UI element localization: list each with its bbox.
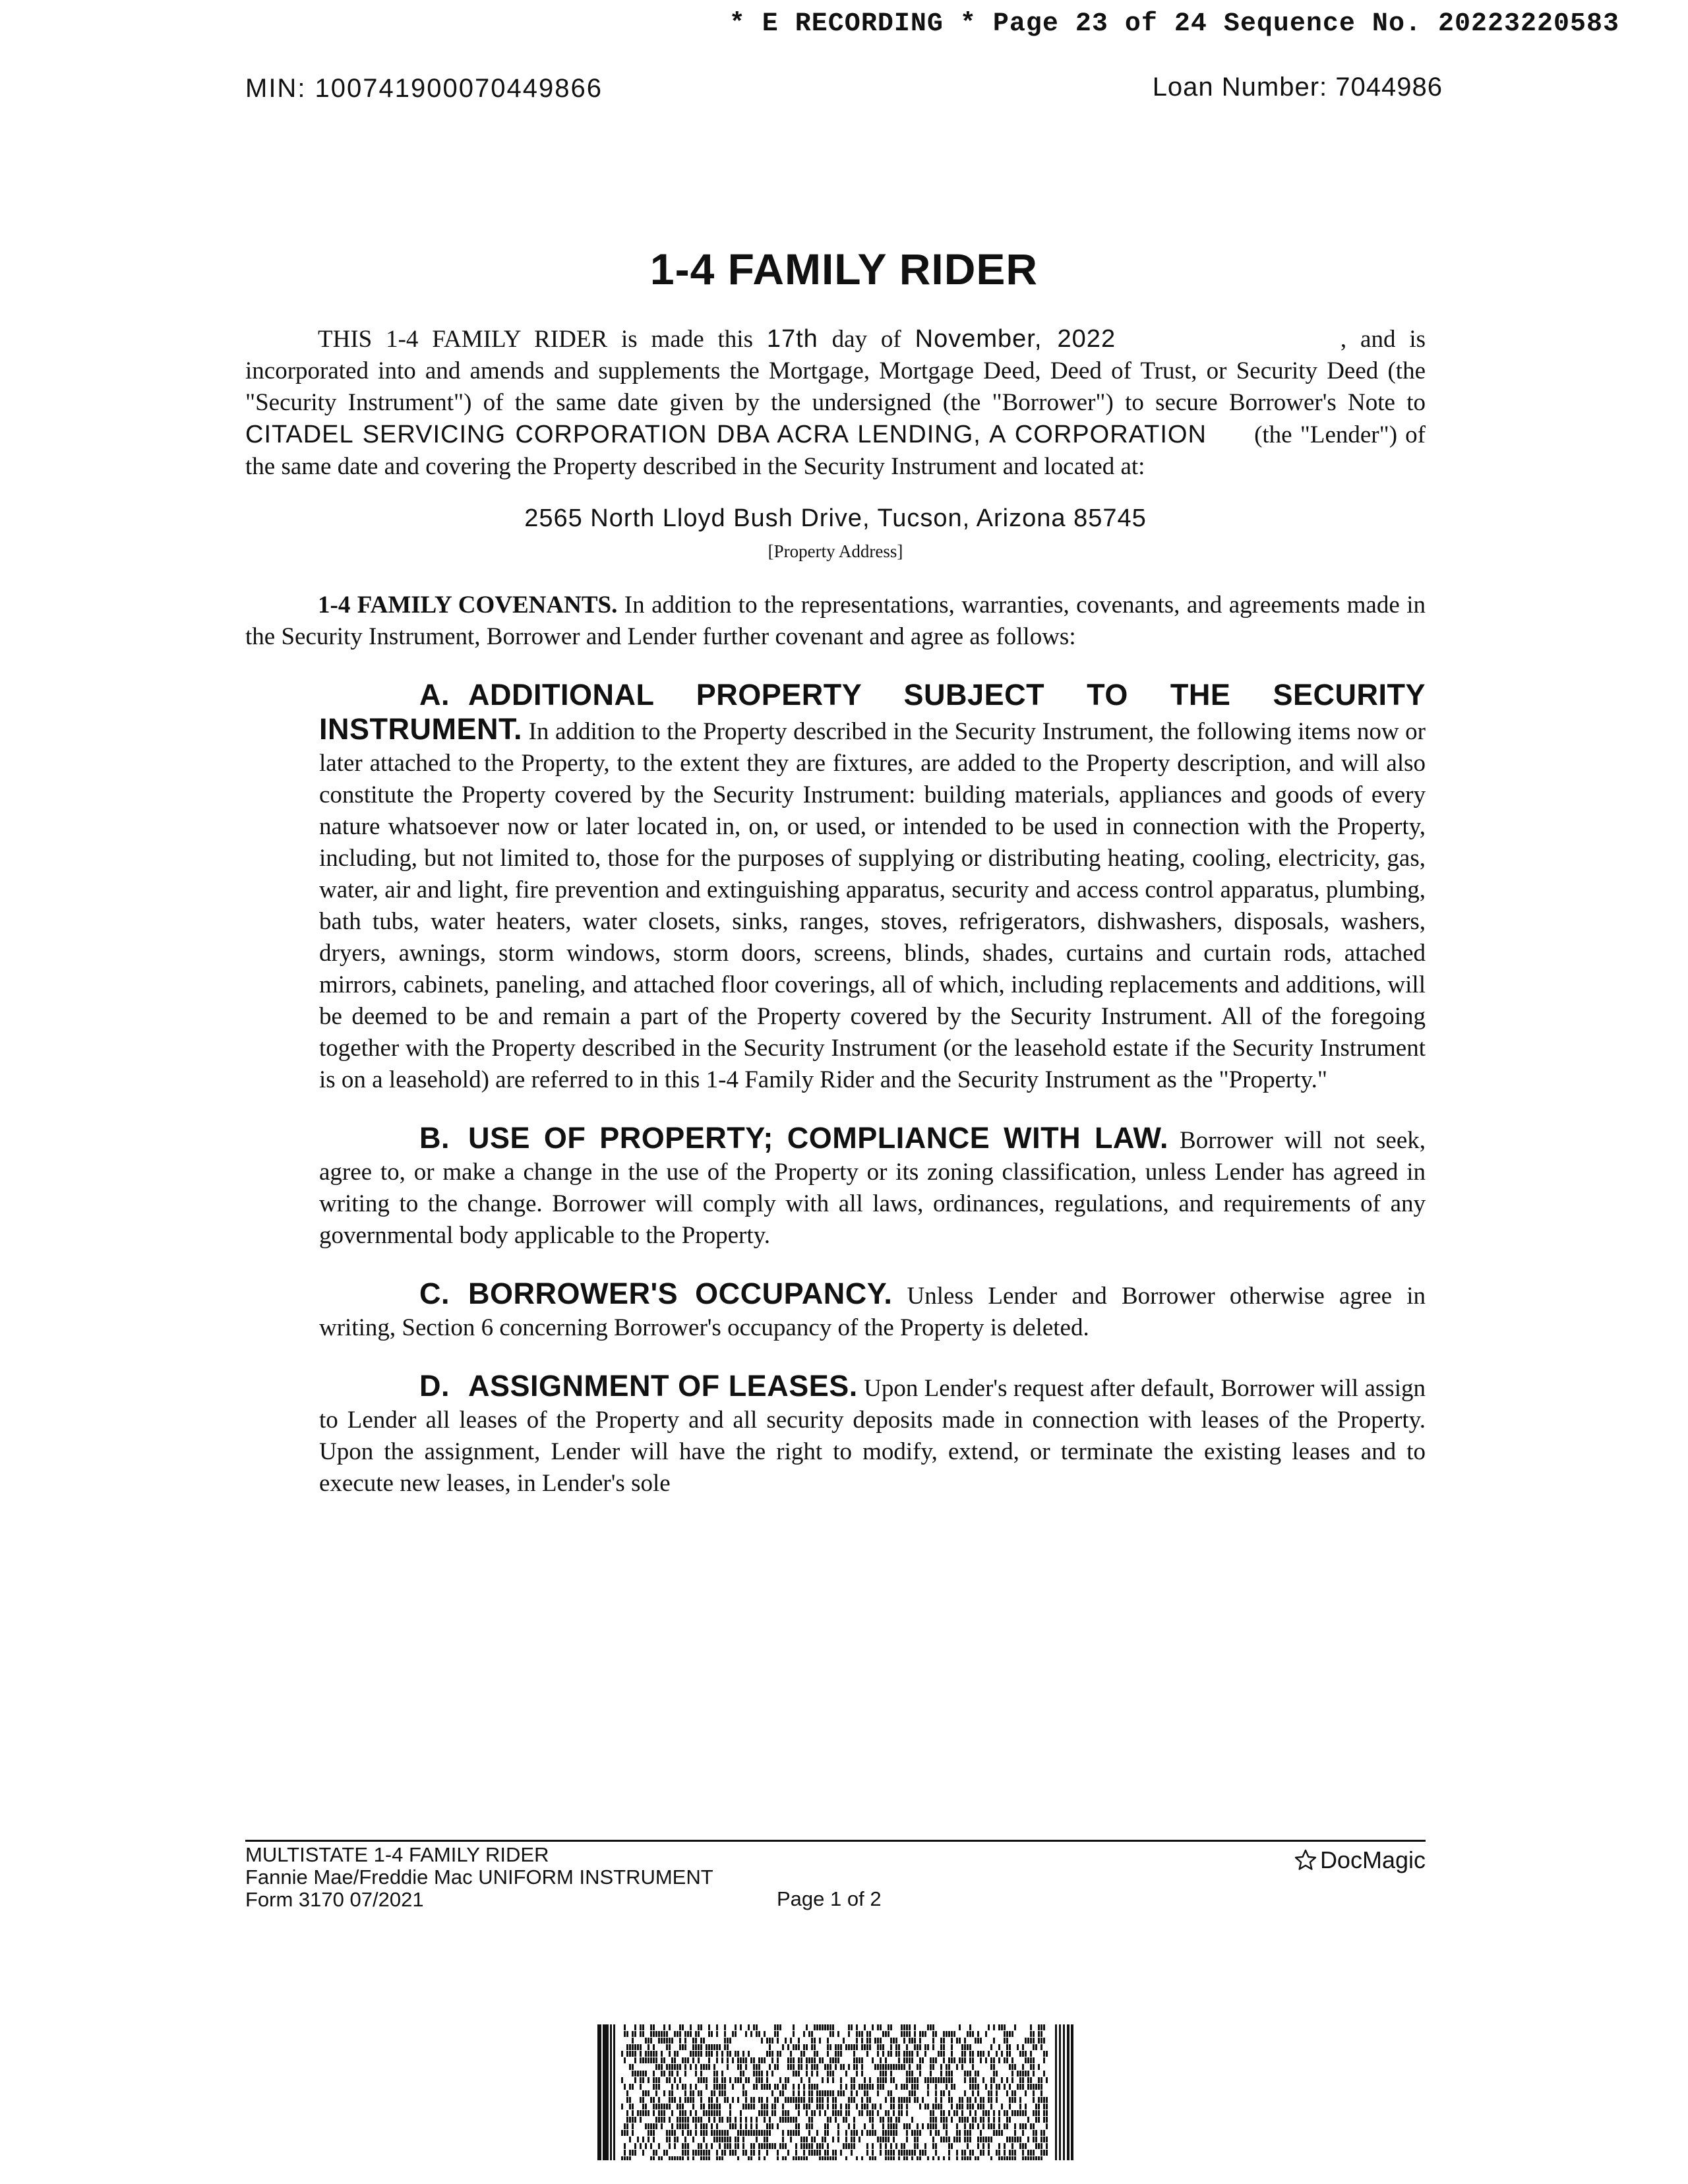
page-title: 1-4 FAMILY RIDER (649, 245, 1039, 293)
loan-number: Loan Number: 7044986 (1152, 73, 1443, 102)
covenants-paragraph (245, 590, 1426, 653)
page-number: Page 1 of 2 (777, 1887, 882, 1910)
day-field: 17th (766, 325, 818, 353)
section-heading: ASSIGNMENT OF LEASES. (468, 1369, 858, 1403)
section-d (319, 1370, 1426, 1500)
section-letter: D. (419, 1369, 450, 1403)
section-letter: A. (419, 678, 450, 712)
docmagic-text: DocMagic (1319, 1846, 1426, 1873)
min-number: MIN: 100741900070449866 (245, 74, 603, 103)
star-outline-icon (1294, 1848, 1317, 1872)
intro-text-b: day of (818, 326, 915, 353)
section-a (319, 679, 1426, 1096)
intro-paragraph (245, 323, 1426, 483)
covenants-text: In addition to the representations, warranties, covenants, and agreements made in the Security Instrument, Borrower and Lender further covenant and agree as follows: (245, 592, 1426, 650)
covenants-heading: 1-4 FAMILY COVENANTS. (318, 592, 618, 619)
section-heading: USE OF PROPERTY; COMPLIANCE WITH LAW. (468, 1121, 1168, 1155)
footer-line-3: Form 3170 07/2021 (245, 1888, 424, 1911)
intro-text-c: , (1327, 326, 1347, 353)
section-heading: BORROWER'S OCCUPANCY. (468, 1277, 893, 1310)
document-body (245, 323, 1426, 1500)
property-address: 2565 North Lloyd Bush Drive, Tucson, Arizona 85745 (524, 504, 1147, 532)
section-letter: C. (419, 1277, 450, 1310)
section-text: Borrower will not seek, agree to, or make a change in the use of the Property or its zoning classification, unless Lender has agreed in writing to the change. Borrower will comply with all laws, ordinances, regulations, and requirements of any governmental body applicable to the Property. (319, 1127, 1426, 1249)
docmagic-logo (1294, 1846, 1426, 1874)
section-heading: ADDITIONAL PROPERTY SUBJECT TO THE SECURITY INSTRUMENT. (319, 678, 1426, 746)
barcode (597, 2024, 1073, 2160)
footer-line-2: Fannie Mae/Freddie Mac UNIFORM INSTRUMENT (245, 1866, 713, 1889)
section-c (319, 1278, 1426, 1344)
section-text: Unless Lender and Borrower otherwise agree in writing, Section 6 concerning Borrower's occupancy of the Property is deleted. (319, 1283, 1426, 1341)
month-year-field: November, 2022 (915, 325, 1116, 353)
lender-name-field: CITADEL SERVICING CORPORATION DBA ACRA LENDING, A CORPORATION (245, 421, 1207, 448)
section-text: Upon Lender's request after default, Borrower will assign to Lender all leases of the Property and all security deposits made in connection with leases of the Property. Upon the assignment, Lender will have the right to modify, extend, or terminate the existing leases and to execute new leases, in Lender's sole (319, 1375, 1426, 1497)
section-letter: B. (419, 1121, 450, 1155)
footer-form-info (245, 1844, 713, 1911)
intro-text-a: THIS 1-4 FAMILY RIDER is made this (318, 326, 767, 353)
intro-text-2: and is incorporated into and amends and supplements the Mortgage, Mortgage Deed, Deed of Trust, or Security Deed (the "Security Instrument") of the same date given by the undersigned (the "Borrower") to secure Borrower's Note to (245, 326, 1426, 416)
footer-divider (245, 1840, 1426, 1842)
intro-text-3: (the "Lender") of the same date and covering the Property described in the Security Instrument and located at: (245, 421, 1426, 480)
section-b (319, 1122, 1426, 1252)
recording-stamp: * E RECORDING * Page 23 of 24 Sequence No. 20223220583 (729, 9, 1619, 39)
property-address-caption: [Property Address] (768, 541, 903, 561)
footer-line-1: MULTISTATE 1-4 FAMILY RIDER (245, 1843, 549, 1866)
section-text: In addition to the Property described in the Security Instrument, the following items now or later attached to the Property, to the extent they are fixtures, are added to the Property description, and will also constitute the Property covered by the Security Instrument: building materials, appliances and goods of every nature whatsoever now or later located in, on, or used, or intended to be used in connection with the Property, including, but not limited to, those for the purposes of supplying or distributing heating, cooling, electricity, gas, water, air and light, fire prevention and extinguishing apparatus, security and access control apparatus, plumbing, bath tubs, water heaters, water closets, sinks, ranges, stoves, refrigerators, dishwashers, disposals, washers, dryers, awnings, storm windows, storm doors, screens, blinds, shades, curtains and curtain rods, attached mirrors, cabinets, paneling, and attached floor coverings, all of which, including replacements and additions, will be deemed to be and remain a part of the Property covered by the Security Instrument. All of the foregoing together with the Property described in the Security Instrument (or the leasehold estate if the Security Instrument is on a leasehold) are referred to in this 1-4 Family Rider and the Security Instrument as the "Property." (319, 718, 1426, 1093)
